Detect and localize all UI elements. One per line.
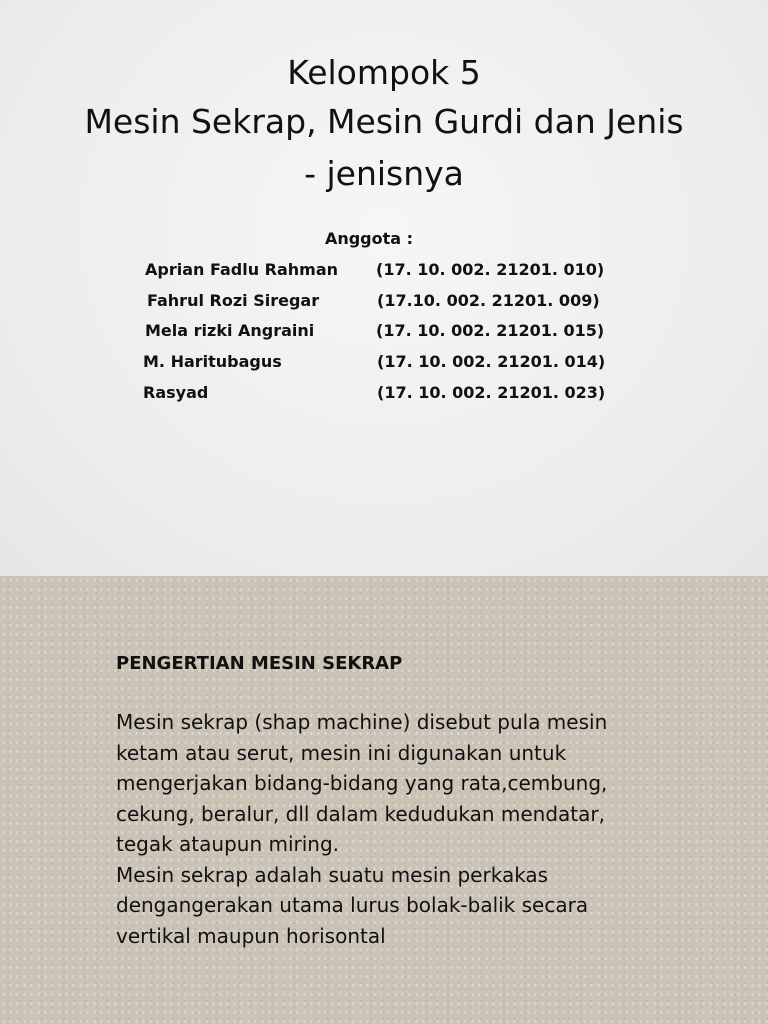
member-name: M. Haritubagus (143, 352, 282, 371)
member-id: (17. 10. 002. 21201. 023) (377, 383, 606, 402)
body-line: cekung, beralur, dll dalam kedudukan mendatar, (116, 801, 605, 826)
section-heading: PENGERTIAN MESIN SEKRAP (116, 653, 403, 674)
member-name: Mela rizki Angraini (145, 321, 315, 340)
body-line: vertikal maupun horisontal (116, 923, 386, 948)
body-line: dengangerakan utama lurus bolak-balik secara (116, 893, 589, 917)
body-line: Mesin sekrap adalah suatu mesin perkakas (116, 862, 549, 887)
member-row (145, 260, 338, 280)
member-id: (17. 10. 002. 21201. 010) (376, 260, 605, 279)
member-name: Fahrul Rozi Siregar (147, 291, 320, 310)
body-line: mengerjakan bidang-bidang yang rata,cembung, (116, 771, 608, 795)
member-name: Aprian Fadlu Rahman (145, 260, 339, 279)
member-row (147, 291, 319, 311)
body-line: ketam atau serut, mesin ini digunakan untuk (116, 740, 567, 765)
member-id: (17. 10. 002. 21201. 015) (376, 321, 605, 340)
member-row (143, 383, 208, 403)
members-heading: Anggota : (324, 229, 414, 248)
member-name: Rasyad (143, 383, 209, 402)
member-id: (17. 10. 002. 21201. 014) (377, 352, 606, 371)
member-id: (17.10. 002. 21201. 009) (377, 291, 600, 310)
slide-title-line-1: Kelompok 5 (287, 53, 481, 92)
section-body (116, 707, 676, 951)
slide-2 (0, 576, 768, 1024)
slide-title-line-3: - jenisnya (304, 154, 464, 193)
body-line: Mesin sekrap (shap machine) disebut pula mesin (116, 710, 608, 734)
slide-title-line-2: Mesin Sekrap, Mesin Gurdi dan Jenis (84, 102, 684, 141)
member-row (145, 321, 314, 341)
body-line: tegak ataupun miring. (116, 832, 340, 856)
member-row (143, 352, 282, 372)
